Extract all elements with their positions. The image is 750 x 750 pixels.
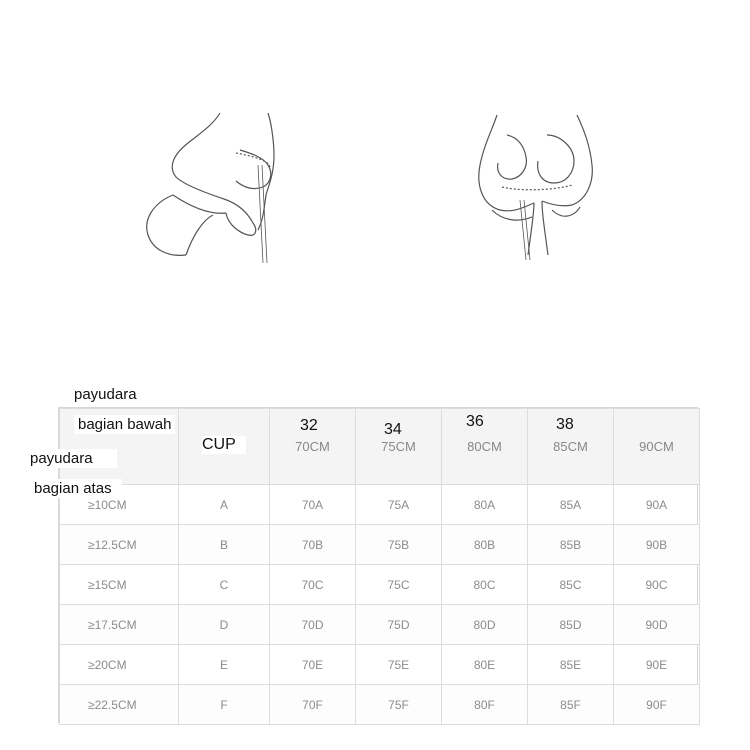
cup-letter-cell: C [179, 565, 270, 605]
underbust-label-line2: bagian bawah [74, 415, 175, 434]
size-cell: 90A [614, 485, 700, 525]
size-cell: 85A [528, 485, 614, 525]
header-band-cell: 75CM [356, 409, 442, 485]
size-cell: 80B [442, 525, 528, 565]
size-cell: 70E [270, 645, 356, 685]
size-chart-table [59, 408, 700, 725]
bust-difference-cell: ≥22.5CM [60, 685, 179, 725]
size-cell: 75C [356, 565, 442, 605]
size-cell: 75E [356, 645, 442, 685]
underbust-measure-illustration [128, 95, 298, 270]
size-cell: 90D [614, 605, 700, 645]
size-cell: 80A [442, 485, 528, 525]
size-cell: 80E [442, 645, 528, 685]
size-cell: 75B [356, 525, 442, 565]
bust-difference-cell: ≥20CM [60, 645, 179, 685]
cup-letter-cell: F [179, 685, 270, 725]
table-row [60, 565, 700, 605]
size-cell: 90B [614, 525, 700, 565]
size-cell: 75D [356, 605, 442, 645]
size-cell: 70C [270, 565, 356, 605]
table-row [60, 645, 700, 685]
upper-bust-label-line1: payudara [26, 449, 117, 468]
size-cell: 70A [270, 485, 356, 525]
header-band-cell: 70CM [270, 409, 356, 485]
header-band-cell: 85CM [528, 409, 614, 485]
cup-letter-cell: D [179, 605, 270, 645]
size-cell: 90F [614, 685, 700, 725]
table-row [60, 525, 700, 565]
bust-difference-cell: ≥17.5CM [60, 605, 179, 645]
upper-bust-measure-illustration [462, 95, 612, 265]
bust-difference-cell: ≥10CM [60, 485, 179, 525]
cup-letter-cell: A [179, 485, 270, 525]
bust-difference-cell: ≥12.5CM [60, 525, 179, 565]
size-cell: 90E [614, 645, 700, 685]
size-cell: 70F [270, 685, 356, 725]
size-cell: 85C [528, 565, 614, 605]
size-cell: 70D [270, 605, 356, 645]
size-cell: 90C [614, 565, 700, 605]
header-band-cell: 80CM [442, 409, 528, 485]
header-band-cell: 90CM [614, 409, 700, 485]
table-row [60, 485, 700, 525]
size-cell: 85F [528, 685, 614, 725]
band-number-32: 32 [300, 417, 318, 434]
table-row [60, 685, 700, 725]
size-cell: 85D [528, 605, 614, 645]
size-cell: 75A [356, 485, 442, 525]
upper-bust-label-line2: bagian atas [30, 479, 122, 498]
cup-letter-cell: E [179, 645, 270, 685]
size-cell: 80F [442, 685, 528, 725]
size-cell: 80D [442, 605, 528, 645]
band-number-36: 36 [466, 413, 484, 430]
size-cell: 85B [528, 525, 614, 565]
size-cell: 75F [356, 685, 442, 725]
cup-column-label: CUP [202, 436, 246, 454]
underbust-label-line1: payudara [70, 385, 141, 404]
cup-letter-cell: B [179, 525, 270, 565]
size-cell: 85E [528, 645, 614, 685]
size-cell: 70B [270, 525, 356, 565]
table-row [60, 605, 700, 645]
bust-difference-cell: ≥15CM [60, 565, 179, 605]
size-cell: 80C [442, 565, 528, 605]
band-number-38: 38 [556, 416, 574, 433]
band-number-34: 34 [384, 421, 402, 438]
size-chart-table-container [58, 407, 698, 723]
